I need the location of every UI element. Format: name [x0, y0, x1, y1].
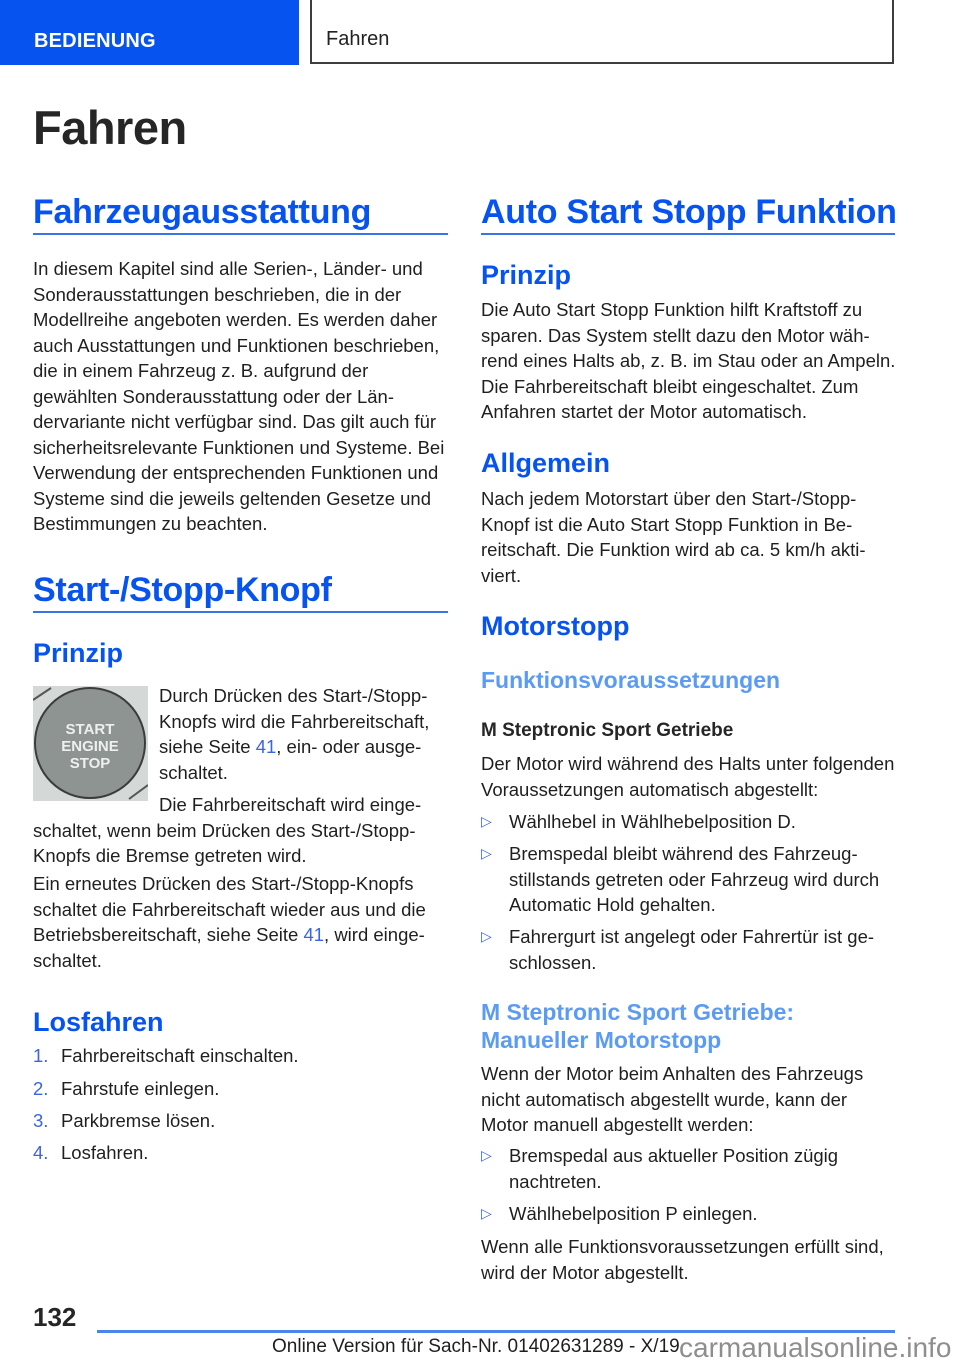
section-rule	[33, 611, 448, 613]
watermark: carmanualsonline.info	[679, 1332, 952, 1363]
svg-text:START: START	[65, 721, 115, 738]
prinzip-text: Die Auto Start Stopp Funktion hilft Kraftstoff zu sparen. Das System stellt dazu den Motor während eines Halts ab, z. B. im Stau oder an Ampeln. Die Fahrbereitschaft bleibt eingeschaltet. Zum Anfahren startet der Motor automatisch.	[481, 299, 896, 422]
triangle-right-icon: ▷	[481, 928, 492, 944]
subsection-title-prinzip: Prinzip	[481, 260, 572, 290]
manual-text: Wenn der Motor beim Anhalten des Fahrzeugs nicht automatisch abgestellt wurde, kann der Motor manuell abgestellt werden:	[481, 1063, 864, 1135]
para1-text-a: Durch Drücken des Start-/Stopp-Knopfs wird die Fahrbereitschaft, siehe Seite	[159, 685, 430, 757]
svg-text:ENGINE: ENGINE	[61, 738, 119, 755]
triangle-right-icon: ▷	[481, 813, 492, 829]
subsection-title-losfahren: Losfahren	[33, 1007, 164, 1037]
chapter-title: Fahren	[33, 101, 187, 154]
subsection-title-prinzip: Prinzip	[33, 638, 124, 668]
title-manueller-motorstopp-1: M Steptronic Sport Getriebe:	[481, 999, 795, 1025]
para1-text-b: , ein- oder ausgeschaltet.	[159, 736, 422, 783]
page-link-41[interactable]: 41	[303, 924, 325, 945]
para3-text-a: Ein erneutes Drücken des Start-/Stopp-Knopfs schaltet die Fahrbereitschaft wieder aus und die Betriebsbereitschaft, siehe Seite	[33, 873, 426, 945]
header-chapter-box	[310, 0, 894, 64]
svg-text:STOP: STOP	[69, 755, 111, 772]
start-button-icon	[33, 686, 148, 801]
condition-text: Wählhebel in Wählhebelposition D.	[509, 811, 796, 832]
page-link-41[interactable]: 41	[255, 736, 277, 757]
closing-text: Wenn alle Funktionsvoraussetzungen erfüllt sind, wird der Motor abgestellt.	[481, 1236, 884, 1283]
fahrzeugausstattung-text: In diesem Kapitel sind alle Serien-, Länder- und Sonderausstattungen beschrieben, die in der Modellreihe angeboten werden. Es werden daher auch Ausstattungen und Funktionen beschrieben, die in einem Fahrzeug z. B. aufgrund der gewählten Sonderausstattung oder der Ländervariante nicht verfügbar sind. Das gilt auch für sicherheitsrelevante Funktionen und Systeme. Bei Verwendung der entsprechenden Funktionen und Systeme sind die jeweils geltenden Gesetze und Bestimmungen zu beachten.	[33, 258, 445, 534]
section-rule	[481, 233, 895, 235]
footer-rule	[97, 1330, 415, 1333]
triangle-right-icon: ▷	[481, 1205, 492, 1221]
header-section-label: BEDIENUNG	[34, 30, 156, 52]
step-number: 2.	[33, 1078, 49, 1099]
step-number: 1.	[33, 1045, 49, 1066]
manual-step-text: Bremspedal aus aktueller Position zügig nachtreten.	[509, 1145, 839, 1192]
step-number: 3.	[33, 1110, 49, 1131]
step-text: Losfahren.	[61, 1142, 149, 1163]
section-title-start-stopp-knopf: Start-/Stopp-Knopf	[33, 571, 332, 609]
getriebe-text: Der Motor wird während des Halts unter folgenden Voraussetzungen automatisch abgestellt:	[481, 753, 895, 800]
step-text: Fahrbereitschaft einschalten.	[61, 1045, 299, 1066]
triangle-right-icon: ▷	[481, 845, 492, 861]
subsection-title-allgemein: Allgemein	[481, 448, 611, 478]
allgemein-text: Nach jedem Motorstart über den Start-/Stopp-Knopf ist die Auto Start Stopp Funktion in Bereitschaft. Die Funktion wird ab ca. 5 km/h aktiviert.	[481, 488, 866, 586]
step-number: 4.	[33, 1142, 49, 1163]
online-version-text: Online Version für Sach-Nr. 01402631289 - X/19	[272, 1336, 680, 1357]
manual-step-text: Wählhebelposition P einlegen.	[509, 1203, 758, 1224]
step-text: Parkbremse lösen.	[61, 1110, 216, 1131]
title-funktionsvoraussetzungen: Funktionsvoraussetzungen	[481, 667, 781, 693]
start-stopp-para1	[159, 683, 449, 785]
page-number: 132	[33, 1302, 77, 1332]
title-manueller-motorstopp-2: Manueller Motorstopp	[481, 1027, 722, 1053]
header-chapter-label: Fahren	[326, 28, 390, 50]
subsection-title-motorstopp: Motorstopp	[481, 611, 630, 641]
start-stopp-para2: Die Fahrbereitschaft wird eingeschaltet, wenn beim Drücken des Start-/Stopp-Knopfs die Bremse getreten wird.	[33, 794, 422, 866]
section-title-auto-start-stopp: Auto Start Stopp Funktion	[481, 193, 897, 231]
section-title-fahrzeugausstattung: Fahrzeugausstattung	[33, 193, 372, 231]
title-m-steptronic: M Steptronic Sport Getriebe	[481, 720, 734, 741]
section-rule	[33, 233, 448, 235]
header-section-tab	[0, 0, 299, 65]
start-engine-stop-button-image	[33, 686, 148, 801]
condition-text: Bremspedal bleibt während des Fahrzeugstillstands getreten oder Fahrzeug wird durch Automatic Hold gehalten.	[509, 843, 880, 915]
condition-text: Fahrergurt ist angelegt oder Fahrertür ist geschlossen.	[509, 926, 875, 973]
para3-text-b: , wird eingeschaltet.	[33, 924, 425, 971]
triangle-right-icon: ▷	[481, 1147, 492, 1163]
start-stopp-para3	[33, 871, 448, 973]
step-text: Fahrstufe einlegen.	[61, 1078, 220, 1099]
